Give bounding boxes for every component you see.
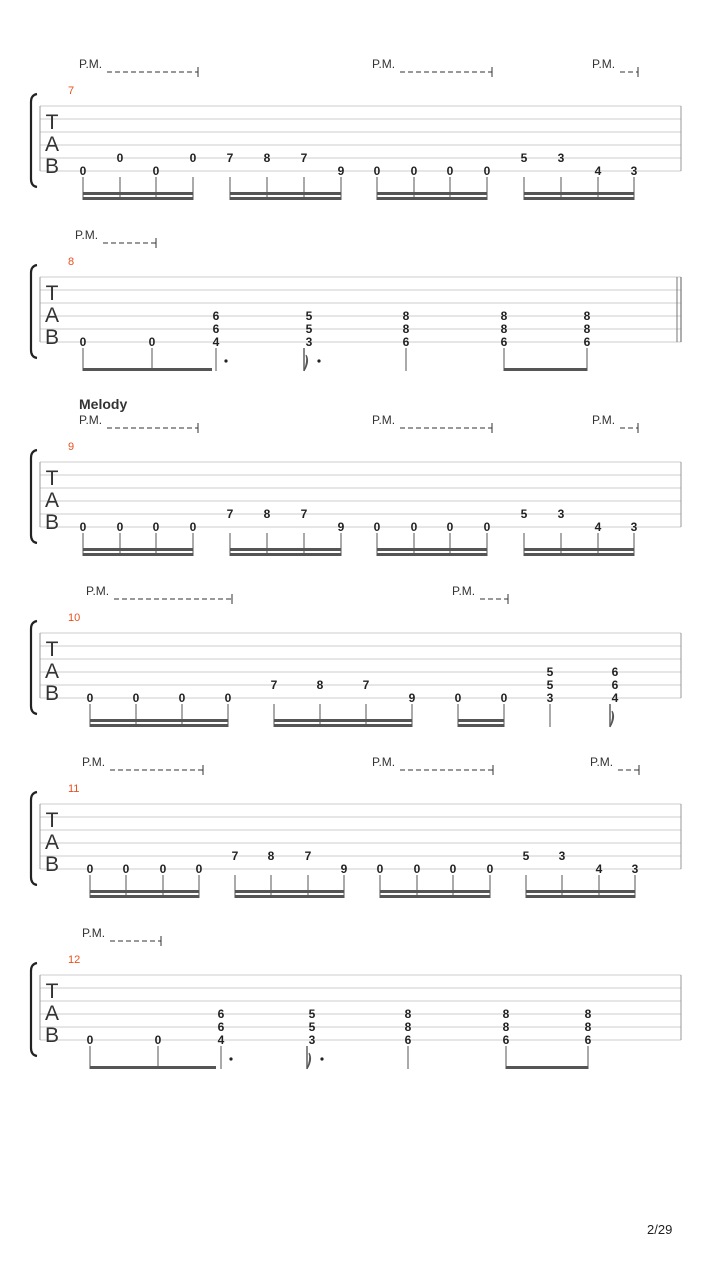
note-beam — [380, 890, 490, 893]
fret-number: 8 — [263, 151, 271, 165]
fret-number: 8 — [404, 1007, 412, 1021]
fret-number: 6 — [212, 322, 220, 336]
palm-mute-label: P.M. — [372, 413, 396, 427]
page-number: 2/29 — [647, 1222, 673, 1237]
fret-number: 4 — [212, 335, 220, 349]
fret-number: 0 — [373, 520, 381, 534]
system-bracket — [31, 963, 37, 1056]
measure-number: 7 — [68, 85, 75, 97]
tab-clef-letter: B — [44, 1024, 60, 1047]
fret-number: 6 — [502, 1033, 510, 1047]
tab-clef-letter: A — [44, 660, 60, 683]
fret-number: 4 — [594, 164, 602, 178]
note-beam — [526, 895, 635, 898]
system-bracket — [31, 792, 37, 885]
fret-number: 0 — [454, 691, 462, 705]
note-beam — [458, 719, 504, 722]
fret-number: 7 — [362, 678, 370, 692]
note-beam — [230, 192, 341, 195]
tab-clef-letter: B — [44, 326, 60, 349]
system-bracket — [31, 621, 37, 714]
fret-number: 5 — [520, 151, 528, 165]
fret-number: 6 — [217, 1007, 225, 1021]
fret-number: 9 — [340, 862, 348, 876]
section-label: Melody — [79, 396, 128, 412]
tab-system-measure-7 — [31, 57, 681, 200]
fret-number: 5 — [546, 665, 554, 679]
fret-number: 0 — [446, 164, 454, 178]
palm-mute-label: P.M. — [86, 584, 110, 598]
note-beam — [274, 724, 412, 727]
note-beam — [524, 192, 634, 195]
palm-mute-label: P.M. — [79, 413, 103, 427]
fret-number: 9 — [337, 164, 345, 178]
fret-number: 4 — [594, 520, 602, 534]
fret-number: 0 — [178, 691, 186, 705]
measure-number: 8 — [68, 256, 75, 268]
note-beam — [274, 719, 412, 722]
note-beam — [230, 548, 341, 551]
tab-clef-letter: A — [44, 1002, 60, 1025]
fret-number: 0 — [189, 520, 197, 534]
fret-number: 0 — [483, 164, 491, 178]
fret-number: 0 — [116, 520, 124, 534]
fret-number: 0 — [86, 1033, 94, 1047]
palm-mute-label: P.M. — [79, 57, 103, 71]
palm-mute-label: P.M. — [452, 584, 476, 598]
fret-number: 6 — [611, 678, 619, 692]
fret-number: 3 — [305, 335, 313, 349]
fret-number: 0 — [224, 691, 232, 705]
measure-number: 10 — [68, 612, 81, 624]
tab-clef-letter: A — [44, 489, 60, 512]
fret-number: 0 — [486, 862, 494, 876]
note-beam — [83, 197, 193, 200]
tab-clef-letter: T — [45, 282, 59, 305]
palm-mute-label: P.M. — [82, 755, 106, 769]
note-beam — [506, 1066, 588, 1069]
tab-clef-letter: A — [44, 304, 60, 327]
fret-number: 8 — [316, 678, 324, 692]
note-beam — [90, 724, 228, 727]
note-beam — [235, 890, 344, 893]
fret-number: 7 — [300, 507, 308, 521]
system-bracket — [31, 265, 37, 358]
fret-number: 8 — [584, 1007, 592, 1021]
fret-number: 0 — [189, 151, 197, 165]
palm-mute-label: P.M. — [590, 755, 614, 769]
tab-clef-letter: T — [45, 467, 59, 490]
tab-clef-letter: T — [45, 638, 59, 661]
palm-mute-label: P.M. — [592, 57, 616, 71]
fret-number: 0 — [410, 520, 418, 534]
fret-number: 6 — [212, 309, 220, 323]
dotted-rhythm — [229, 1057, 232, 1060]
note-beam — [377, 192, 487, 195]
fret-number: 8 — [500, 309, 508, 323]
fret-number: 0 — [152, 164, 160, 178]
note-beam — [230, 553, 341, 556]
fret-number: 0 — [132, 691, 140, 705]
tab-clef-letter: T — [45, 111, 59, 134]
fret-number: 0 — [376, 862, 384, 876]
fret-number: 8 — [263, 507, 271, 521]
fret-number: 5 — [546, 678, 554, 692]
tab-system-measure-11 — [31, 755, 681, 898]
fret-number: 4 — [611, 691, 619, 705]
fret-number: 5 — [305, 309, 313, 323]
tab-clef-letter: A — [44, 133, 60, 156]
fret-number: 7 — [300, 151, 308, 165]
fret-number: 0 — [500, 691, 508, 705]
fret-number: 0 — [122, 862, 130, 876]
measure-number: 9 — [68, 441, 75, 453]
tab-clef-letter: T — [45, 980, 59, 1003]
tab-clef-letter: A — [44, 831, 60, 854]
fret-number: 8 — [583, 322, 591, 336]
tab-clef-letter: B — [44, 155, 60, 178]
palm-mute-label: P.M. — [75, 228, 99, 242]
note-beam — [458, 724, 504, 727]
fret-number: 0 — [446, 520, 454, 534]
fret-number: 7 — [226, 507, 234, 521]
fret-number: 8 — [583, 309, 591, 323]
fret-number: 0 — [116, 151, 124, 165]
fret-number: 3 — [557, 507, 565, 521]
fret-number: 8 — [404, 1020, 412, 1034]
note-beam — [83, 192, 193, 195]
fret-number: 6 — [611, 665, 619, 679]
tab-system-measure-9 — [31, 396, 681, 556]
fret-number: 3 — [631, 862, 639, 876]
tab-clef-letter: B — [44, 511, 60, 534]
fret-number: 0 — [79, 335, 87, 349]
fret-number: 3 — [558, 849, 566, 863]
fret-number: 0 — [79, 520, 87, 534]
fret-number: 3 — [308, 1033, 316, 1047]
note-beam — [230, 197, 341, 200]
note-beam — [90, 1066, 216, 1069]
fret-number: 9 — [337, 520, 345, 534]
fret-number: 8 — [500, 322, 508, 336]
fret-number: 0 — [86, 862, 94, 876]
tab-clef-letter: B — [44, 682, 60, 705]
fret-number: 8 — [584, 1020, 592, 1034]
fret-number: 7 — [304, 849, 312, 863]
dotted-rhythm — [320, 1057, 323, 1060]
fret-number: 0 — [483, 520, 491, 534]
system-bracket — [31, 94, 37, 187]
measure-number: 12 — [68, 954, 81, 966]
note-beam — [377, 548, 487, 551]
note-beam — [83, 553, 193, 556]
tab-system-measure-8 — [31, 228, 681, 371]
fret-number: 8 — [267, 849, 275, 863]
tab-clef-letter: T — [45, 809, 59, 832]
note-beam — [526, 890, 635, 893]
fret-number: 5 — [308, 1020, 316, 1034]
fret-number: 3 — [630, 520, 638, 534]
palm-mute-label: P.M. — [592, 413, 616, 427]
dotted-rhythm — [224, 359, 227, 362]
palm-mute-label: P.M. — [372, 57, 396, 71]
note-beam — [524, 197, 634, 200]
fret-number: 0 — [86, 691, 94, 705]
fret-number: 0 — [79, 164, 87, 178]
fret-number: 5 — [522, 849, 530, 863]
fret-number: 7 — [270, 678, 278, 692]
dotted-rhythm — [317, 359, 320, 362]
fret-number: 6 — [583, 335, 591, 349]
note-beam — [377, 197, 487, 200]
note-beam — [524, 548, 634, 551]
fret-number: 0 — [449, 862, 457, 876]
fret-number: 8 — [502, 1007, 510, 1021]
fret-number: 0 — [413, 862, 421, 876]
fret-number: 7 — [231, 849, 239, 863]
fret-number: 7 — [226, 151, 234, 165]
fret-number: 8 — [402, 322, 410, 336]
palm-mute-label: P.M. — [372, 755, 396, 769]
note-beam — [90, 719, 228, 722]
note-beam — [235, 895, 344, 898]
fret-number: 8 — [502, 1020, 510, 1034]
fret-number: 6 — [402, 335, 410, 349]
note-beam — [380, 895, 490, 898]
fret-number: 0 — [152, 520, 160, 534]
fret-number: 6 — [500, 335, 508, 349]
system-bracket — [31, 450, 37, 543]
fret-number: 5 — [520, 507, 528, 521]
note-beam — [83, 368, 212, 371]
note-beam — [90, 890, 199, 893]
fret-number: 9 — [408, 691, 416, 705]
fret-number: 0 — [154, 1033, 162, 1047]
fret-number: 0 — [410, 164, 418, 178]
fret-number: 0 — [373, 164, 381, 178]
note-beam — [504, 368, 587, 371]
tab-system-measure-12 — [31, 926, 681, 1069]
fret-number: 5 — [308, 1007, 316, 1021]
tab-clef-letter: B — [44, 853, 60, 876]
fret-number: 6 — [217, 1020, 225, 1034]
tab-system-measure-10 — [31, 584, 681, 727]
fret-number: 4 — [595, 862, 603, 876]
fret-number: 3 — [557, 151, 565, 165]
fret-number: 5 — [305, 322, 313, 336]
fret-number: 3 — [546, 691, 554, 705]
fret-number: 8 — [402, 309, 410, 323]
fret-number: 0 — [148, 335, 156, 349]
note-beam — [83, 548, 193, 551]
fret-number: 0 — [159, 862, 167, 876]
fret-number: 6 — [584, 1033, 592, 1047]
fret-number: 6 — [404, 1033, 412, 1047]
note-beam — [90, 895, 199, 898]
fret-number: 3 — [630, 164, 638, 178]
note-beam — [524, 553, 634, 556]
fret-number: 0 — [195, 862, 203, 876]
note-beam — [377, 553, 487, 556]
fret-number: 4 — [217, 1033, 225, 1047]
palm-mute-label: P.M. — [82, 926, 106, 940]
measure-number: 11 — [68, 783, 80, 795]
